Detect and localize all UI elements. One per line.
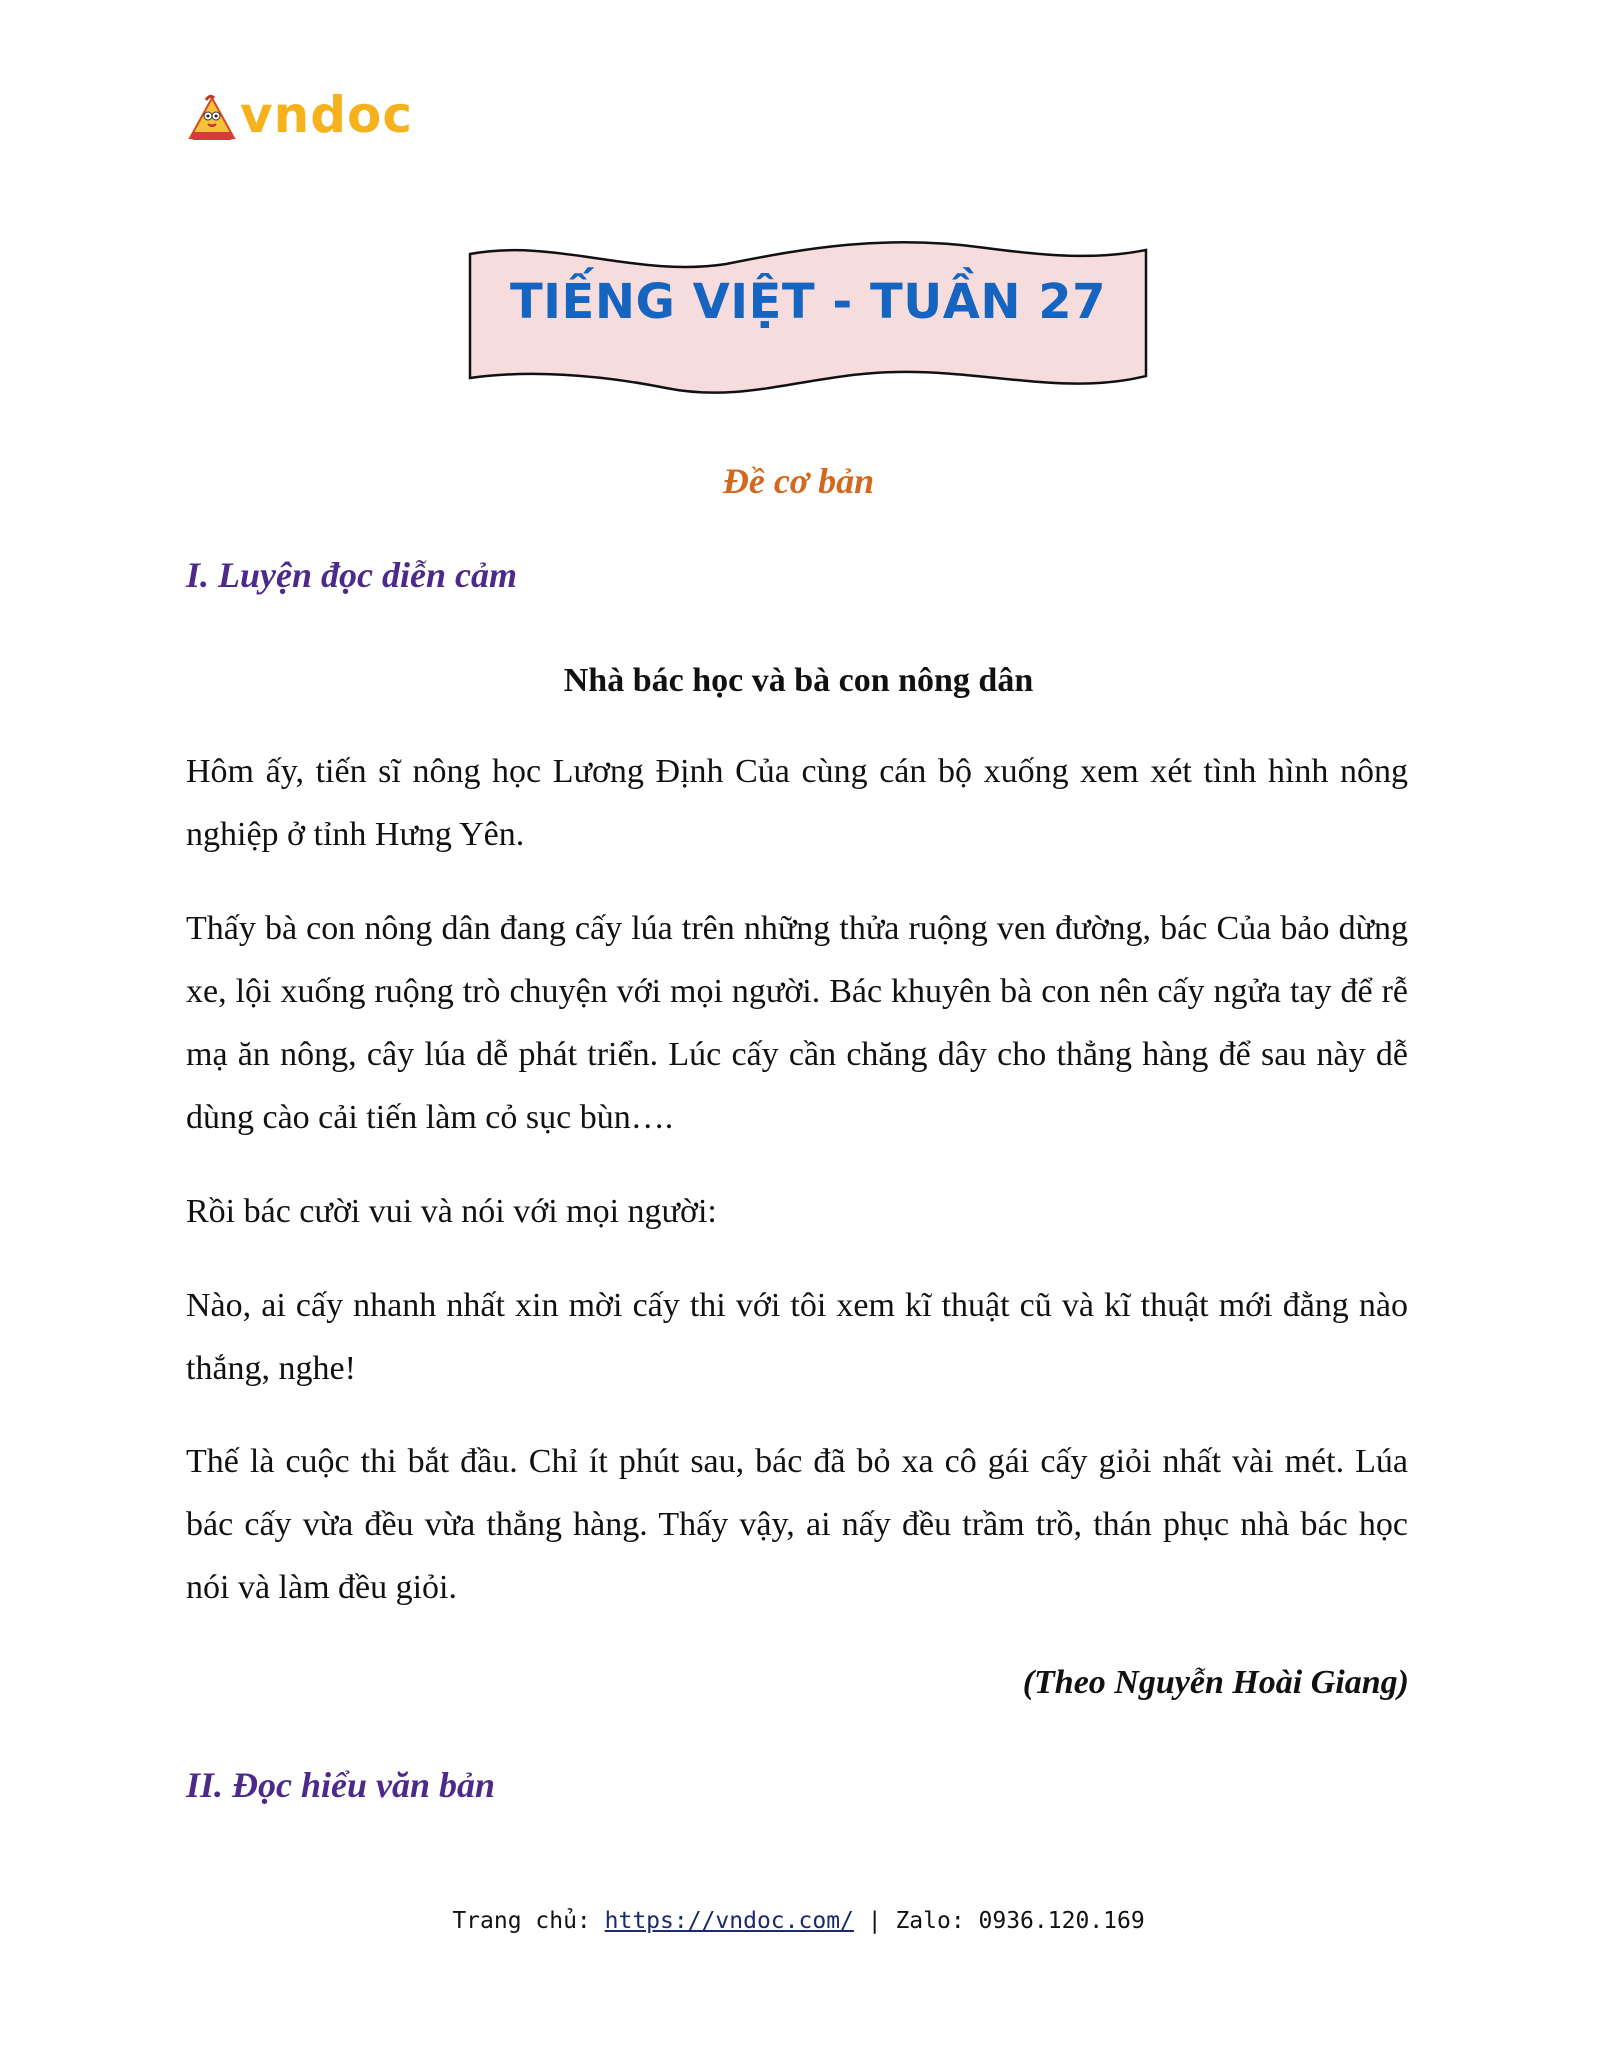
logo-text: vndoc [240, 86, 413, 144]
page-title: TIẾNG VIỆT - TUẦN 27 [509, 274, 1107, 330]
vndoc-logo [186, 88, 426, 148]
footer-home-link[interactable]: https://vndoc.com/ [604, 1908, 854, 1934]
footer-separator: | [853, 1908, 896, 1934]
story-paragraph: Nào, ai cấy nhanh nhất xin mời cấy thi với tôi xem kĩ thuật cũ và kĩ thuật mới đằng nào thắng, nghe! [186, 1287, 1408, 1387]
story-paragraph: Rồi bác cười vui và nói với mọi người: [186, 1193, 717, 1230]
page-footer [0, 1908, 1597, 1934]
chicken-mascot-icon [186, 92, 238, 144]
story-title: Nhà bác học và bà con nông dân [563, 662, 1034, 699]
section-heading-reading: I. Luyện đọc diễn cảm [186, 555, 517, 595]
story-paragraph: Thế là cuộc thi bắt đầu. Chỉ ít phút sau, bác đã bỏ xa cô gái cấy giỏi nhất vài mét. Lúa bác cấy vừa đều vừa thẳng hàng. Thấy vậy, ai nấy đều trầm trồ, thán phục nhà bác học nói và làm đều giỏi. [186, 1443, 1408, 1606]
title-banner [466, 238, 1150, 398]
footer-home-label: Trang chủ: [452, 1908, 605, 1934]
story-paragraph: Hôm ấy, tiến sĩ nông học Lương Định Của cùng cán bộ xuống xem xét tình hình nông nghiệp ở tỉnh Hưng Yên. [186, 753, 1408, 853]
story-attribution: (Theo Nguyễn Hoài Giang) [1022, 1664, 1409, 1701]
footer-zalo: Zalo: 0936.120.169 [895, 1908, 1145, 1934]
section-heading-comprehension: II. Đọc hiểu văn bản [186, 1765, 496, 1805]
exam-level-subtitle: Đề cơ bản [722, 461, 875, 501]
story-paragraph: Thấy bà con nông dân đang cấy lúa trên những thửa ruộng ven đường, bác Của bảo dừng xe, lội xuống ruộng trò chuyện với mọi người. Bác khuyên bà con nên cấy ngửa tay để rễ mạ ăn nông, cây lúa dễ phát triển. Lúc cấy cần chăng dây cho thẳng hàng để sau này dễ dùng cào cải tiến làm cỏ sục bùn…. [186, 910, 1408, 1136]
